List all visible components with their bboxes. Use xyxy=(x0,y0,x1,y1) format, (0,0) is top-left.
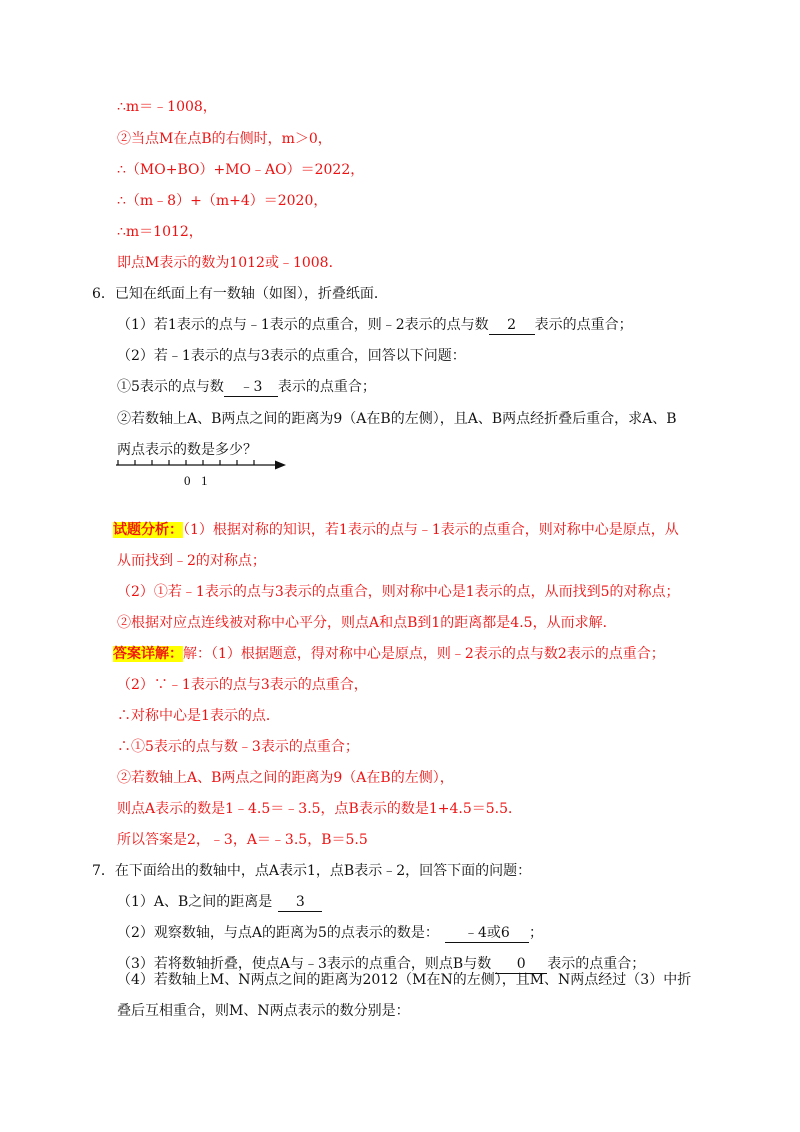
q7-part2-answer: ﹣4或6 xyxy=(445,925,529,943)
q6-part1 xyxy=(117,315,633,335)
text-line-l19: ∴①5表示的点与数﹣3表示的点重合； xyxy=(117,739,359,755)
text-line-l10: ②若数轴上A、B两点之间的距离为9（A在B的左侧），且A、B两点经折叠后重合，求A、B xyxy=(117,411,677,427)
q7-part1 xyxy=(117,892,322,912)
number-line-figure xyxy=(116,455,286,489)
q7-part1-text: （1）A、B之间的距离是 xyxy=(117,894,273,910)
number-line-label-1: 1 xyxy=(201,473,208,488)
answer-detail-prefix: 解： xyxy=(183,646,211,662)
q7-part4 xyxy=(117,970,691,990)
text-line-l17: （2）∵﹣1表示的点与3表示的点重合， xyxy=(117,677,368,693)
q7-part4-text: （4）若数轴上M、N两点之间的距离为2012（M在N的左侧），且M、N两点经过（3）中折 xyxy=(117,972,692,988)
q6-part1-answer: 2 xyxy=(489,317,535,335)
text-line-l06: 即点M表示的数为1012或﹣1008． xyxy=(117,255,343,271)
text-line-l02: ②当点M在点B的右侧时，m＞0， xyxy=(117,131,332,147)
text-line-l04: ∴（m﹣8）+（m+4）＝2020， xyxy=(117,193,328,209)
answer-detail-label: 答案详解： xyxy=(113,646,183,662)
text-line-l23: 7．在下面给出的数轴中，点A表示1，点B表示﹣2，回答下面的问题： xyxy=(92,863,532,879)
text-line-l28: 叠后互相重合，则M、N两点表示的数分别是： xyxy=(117,1003,410,1019)
analysis-label: 试题分析： xyxy=(113,522,183,538)
q6-part2-1-tail: 表示的点重合； xyxy=(277,379,376,395)
q6-part1-tail: 表示的点重合； xyxy=(534,317,633,333)
q6-part2-1 xyxy=(117,377,376,397)
number-line-label-0: 0 xyxy=(184,473,191,488)
analysis-text: （1）根据对称的知识，若1表示的点与﹣1表示的点重合，则对称中心是原点，从 xyxy=(183,522,679,538)
text-line-l01: ∴m＝﹣1008， xyxy=(117,99,217,115)
text-line-l07: 6．已知在纸面上有一数轴（如图），折叠纸面． xyxy=(92,286,388,302)
number-line-arrow-icon xyxy=(275,461,286,470)
text-line-l03: ∴（MO+BO）+MO﹣AO）＝2022， xyxy=(117,162,365,178)
answer-detail-text: （1）根据题意，得对称中心是原点，则﹣2表示的点与数2表示的点重合； xyxy=(211,646,665,662)
text-line-l20: ②若数轴上A、B两点之间的距离为9（A在B的左侧）， xyxy=(117,770,454,786)
number-line-ticks xyxy=(118,460,254,465)
text-line-l13: 从而找到﹣2的对称点； xyxy=(117,553,266,569)
q6-part2-1-text: ①5表示的点与数 xyxy=(117,379,224,395)
q7-part2-tail: ； xyxy=(528,925,543,941)
text-line-l18: ∴对称中心是1表示的点． xyxy=(117,708,280,724)
q7-part1-answer: 3 xyxy=(278,894,322,912)
q7-part2 xyxy=(117,923,543,943)
q7-part3-tail: 表示的点重合； xyxy=(547,956,646,972)
q6-part1-text: （1）若1表示的点与﹣1表示的点重合，则﹣2表示的点与数 xyxy=(117,317,489,333)
text-line-l05: ∴m＝1012， xyxy=(117,224,203,240)
q7-part2-text: （2）观察数轴，与点A的距离为5的点表示的数是： xyxy=(117,925,439,941)
text-line-l15: ②根据对应点连线被对称中心平分，则点A和点B到1的距离都是4.5，从而求解． xyxy=(117,615,617,631)
q7-part3-answer: 0 xyxy=(495,956,547,974)
text-line-l22: 所以答案是2，﹣3，A＝﹣3.5，B＝5.5 xyxy=(117,832,368,848)
text-line-l11: 两点表示的数是多少？ xyxy=(117,442,257,458)
q6-part2-1-answer: ﹣3 xyxy=(224,379,278,397)
q6-part2-text: （2）若﹣1表示的点与3表示的点重合，回答以下问题： xyxy=(117,348,466,364)
answer-detail-line xyxy=(113,644,665,664)
text-line-l14: （2）①若﹣1表示的点与3表示的点重合，则对称中心是1表示的点，从而找到5的对称点； xyxy=(117,584,680,600)
q6-part2 xyxy=(117,346,466,366)
analysis-line xyxy=(113,520,679,540)
text-line-l21: 则点A表示的数是1﹣4.5＝﹣3.5，点B表示的数是1+4.5＝5.5． xyxy=(117,801,523,817)
q7-part3-text: （3）若将数轴折叠，使点A与﹣3表示的点重合，则点B与数 xyxy=(117,956,492,972)
